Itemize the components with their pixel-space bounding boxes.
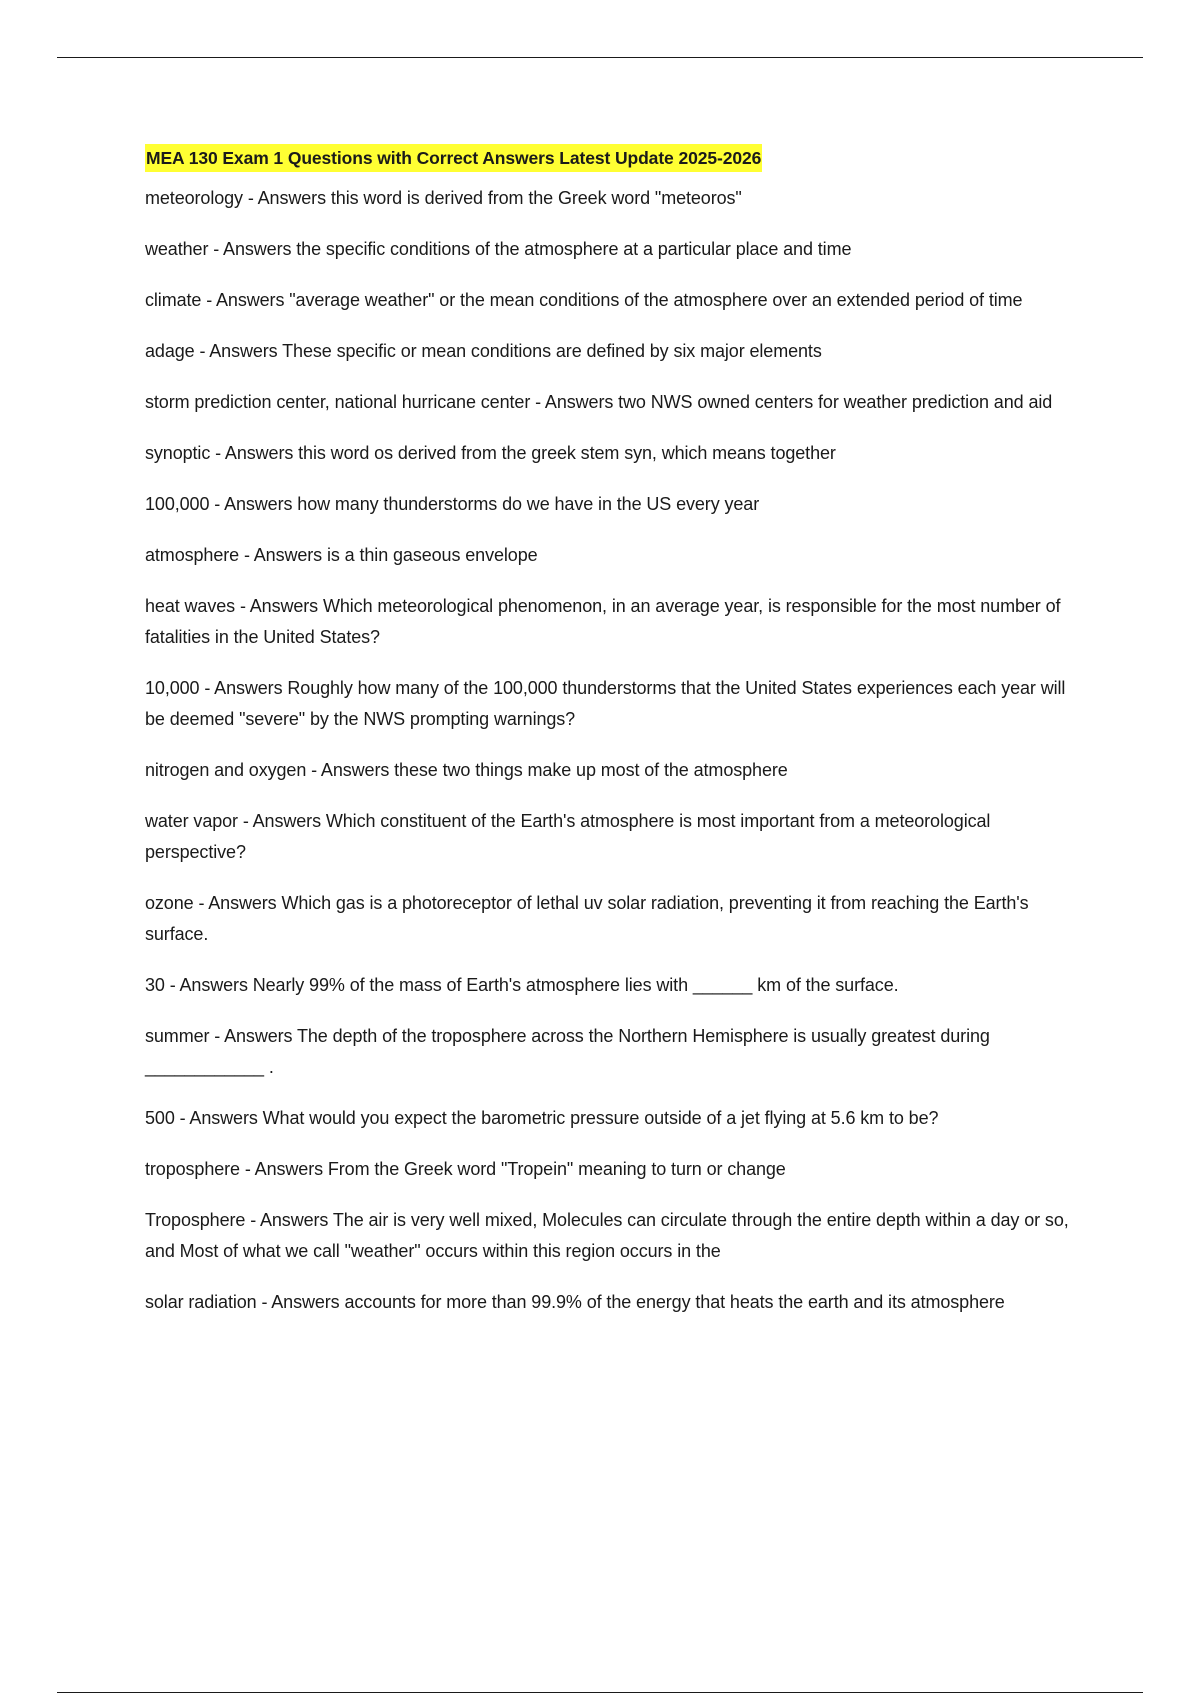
- qa-item: atmosphere - Answers is a thin gaseous envelope: [145, 545, 538, 565]
- qa-item: heat waves - Answers Which meteorological phenomenon, in an average year, is responsible for the most number of fatalities in the United States?: [145, 596, 1061, 647]
- qa-item: troposphere - Answers From the Greek word "Tropein" meaning to turn or change: [145, 1159, 786, 1179]
- qa-item: nitrogen and oxygen - Answers these two things make up most of the atmosphere: [145, 760, 788, 780]
- qa-item: Troposphere - Answers The air is very well mixed, Molecules can circulate through the entire depth within a day or so, and Most of what we call "weather" occurs within this region occurs in the: [145, 1210, 1069, 1261]
- qa-list: [145, 183, 1075, 1318]
- document-title: MEA 130 Exam 1 Questions with Correct Answers Latest Update 2025-2026: [145, 144, 762, 172]
- qa-item: storm prediction center, national hurricane center - Answers two NWS owned centers for weather prediction and aid: [145, 392, 1053, 412]
- qa-item: summer - Answers The depth of the troposphere across the Northern Hemisphere is usually greatest during ____________ .: [145, 1026, 990, 1077]
- qa-item: climate - Answers "average weather" or the mean conditions of the atmosphere over an extended period of time: [145, 290, 1023, 310]
- qa-item: synoptic - Answers this word os derived from the greek stem syn, which means together: [145, 443, 836, 463]
- qa-item: 500 - Answers What would you expect the barometric pressure outside of a jet flying at 5.6 km to be?: [145, 1108, 939, 1128]
- qa-item: ozone - Answers Which gas is a photoreceptor of lethal uv solar radiation, preventing it from reaching the Earth's surface.: [145, 893, 1029, 944]
- qa-item: meteorology - Answers this word is derived from the Greek word "meteoros": [145, 188, 742, 208]
- qa-item: 100,000 - Answers how many thunderstorms do we have in the US every year: [145, 494, 760, 514]
- qa-item: solar radiation - Answers accounts for more than 99.9% of the energy that heats the earth and its atmosphere: [145, 1292, 1005, 1312]
- footer-rule: [57, 1692, 1143, 1693]
- qa-item: weather - Answers the specific conditions of the atmosphere at a particular place and time: [145, 239, 852, 259]
- qa-item: adage - Answers These specific or mean conditions are defined by six major elements: [145, 341, 822, 361]
- qa-item: 10,000 - Answers Roughly how many of the 100,000 thunderstorms that the United States experiences each year will be deemed "severe" by the NWS prompting warnings?: [145, 678, 1066, 729]
- document-body: [145, 144, 1075, 1338]
- header-rule: [57, 57, 1143, 58]
- qa-item: 30 - Answers Nearly 99% of the mass of Earth's atmosphere lies with ______ km of the surface.: [145, 975, 899, 995]
- qa-item: water vapor - Answers Which constituent of the Earth's atmosphere is most important from a meteorological perspective?: [145, 811, 991, 862]
